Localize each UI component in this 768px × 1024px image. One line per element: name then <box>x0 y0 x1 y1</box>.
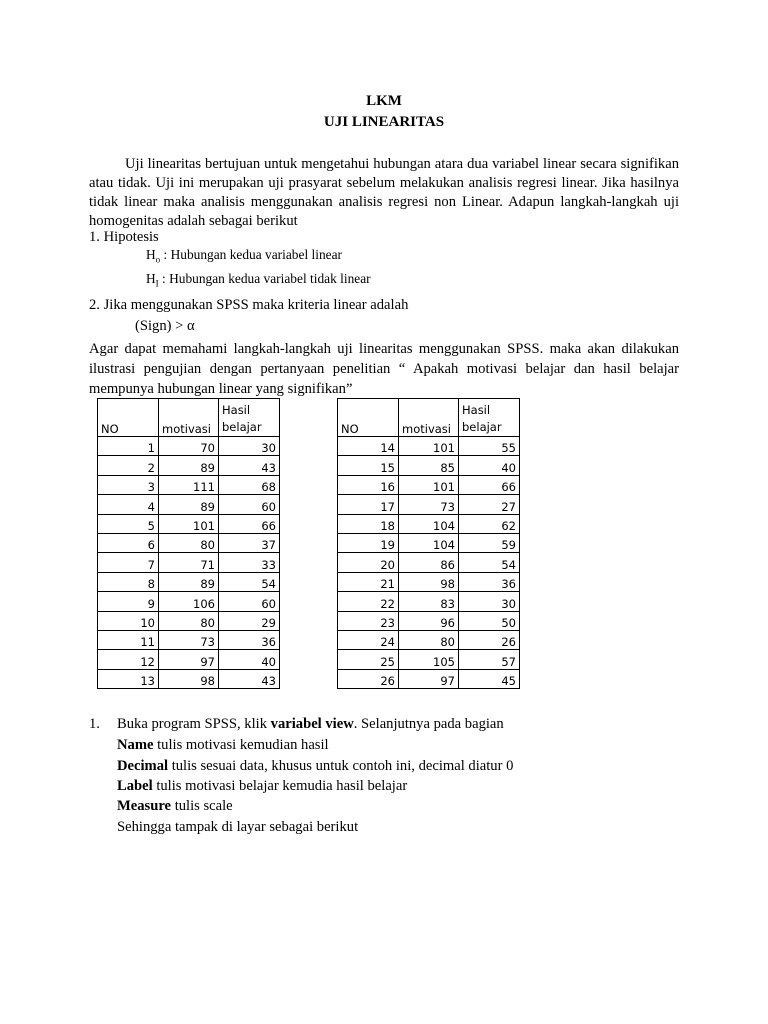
cell-motivasi: 101 <box>159 514 219 533</box>
cell-hasil-belajar: 66 <box>219 514 280 533</box>
cell-hasil-belajar: 60 <box>219 592 280 611</box>
cell-hasil-belajar: 66 <box>459 475 520 494</box>
table-row <box>98 630 280 649</box>
cell-no: 19 <box>338 533 399 552</box>
table-row <box>98 592 280 611</box>
table-row <box>98 553 280 572</box>
cell-motivasi: 80 <box>159 533 219 552</box>
cell-motivasi: 70 <box>159 437 219 456</box>
cell-motivasi: 106 <box>159 592 219 611</box>
cell-no: 14 <box>338 437 399 456</box>
cell-motivasi: 73 <box>159 630 219 649</box>
table-row <box>338 650 520 669</box>
table-row <box>338 611 520 630</box>
table-row <box>338 553 520 572</box>
cell-motivasi: 97 <box>159 650 219 669</box>
cell-motivasi: 98 <box>399 572 459 591</box>
table-row <box>338 572 520 591</box>
data-table-right <box>337 398 520 689</box>
table-row <box>338 533 520 552</box>
table-row <box>338 630 520 649</box>
cell-motivasi: 97 <box>399 669 459 688</box>
h1-text: : Hubungan kedua variabel tidak linear <box>158 271 371 286</box>
cell-hasil-belajar: 45 <box>459 669 520 688</box>
header-hasil-belajar: Hasil belajar <box>459 399 520 437</box>
cell-hasil-belajar: 43 <box>219 456 280 475</box>
table-row <box>338 592 520 611</box>
cell-hasil-belajar: 30 <box>459 592 520 611</box>
cell-hasil-belajar: 54 <box>459 553 520 572</box>
cell-no: 4 <box>98 495 159 514</box>
title-uji-linearitas: UJI LINEARITAS <box>323 114 445 130</box>
cell-motivasi: 73 <box>399 495 459 514</box>
cell-hasil-belajar: 43 <box>219 669 280 688</box>
step-name: Name tulis motivasi kemudian hasil <box>117 737 329 753</box>
cell-no: 17 <box>338 495 399 514</box>
cell-no: 20 <box>338 553 399 572</box>
table-header-row <box>338 399 520 437</box>
cell-motivasi: 101 <box>399 475 459 494</box>
cell-hasil-belajar: 54 <box>219 572 280 591</box>
table-row <box>98 669 280 688</box>
table-row <box>98 533 280 552</box>
cell-motivasi: 71 <box>159 553 219 572</box>
cell-no: 8 <box>98 572 159 591</box>
header-motivasi: motivasi <box>159 399 219 437</box>
cell-no: 12 <box>98 650 159 669</box>
header-motivasi: motivasi <box>399 399 459 437</box>
cell-motivasi: 86 <box>399 553 459 572</box>
cell-no: 22 <box>338 592 399 611</box>
cell-hasil-belajar: 60 <box>219 495 280 514</box>
cell-no: 26 <box>338 669 399 688</box>
criteria-formula: (Sign) > α <box>135 318 195 334</box>
cell-hasil-belajar: 33 <box>219 553 280 572</box>
h1-symbol: H <box>146 271 156 286</box>
table-row <box>98 495 280 514</box>
h1-subscript: I <box>155 278 159 289</box>
cell-hasil-belajar: 50 <box>459 611 520 630</box>
cell-hasil-belajar: 27 <box>459 495 520 514</box>
cell-hasil-belajar: 30 <box>219 437 280 456</box>
cell-hasil-belajar: 37 <box>219 533 280 552</box>
table-row <box>98 437 280 456</box>
cell-motivasi: 101 <box>399 437 459 456</box>
cell-hasil-belajar: 62 <box>459 514 520 533</box>
cell-no: 16 <box>338 475 399 494</box>
table-row <box>338 514 520 533</box>
hipotesis-heading: 1. Hipotesis <box>89 229 159 245</box>
hypothesis-h0 <box>146 247 342 265</box>
cell-no: 21 <box>338 572 399 591</box>
step-line-1: Buka program SPSS, klik variabel view. Selanjutnya pada bagian <box>117 716 504 732</box>
cell-hasil-belajar: 36 <box>219 630 280 649</box>
table-row <box>98 475 280 494</box>
header-hasil-belajar: Hasil belajar <box>219 399 280 437</box>
cell-no: 2 <box>98 456 159 475</box>
cell-hasil-belajar: 26 <box>459 630 520 649</box>
table-row <box>98 514 280 533</box>
table-row <box>98 611 280 630</box>
cell-no: 24 <box>338 630 399 649</box>
intro-paragraph: Uji linearitas bertujuan untuk mengetahui hubungan atara dua variabel linear secara signifikan atau tidak. Uji ini merupakan uji prasyarat sebelum melakukan analisis regresi linear. Jika hasilnya tidak linear maka analisis menggunakan analisis regresi non Linear. Adapun langkah-langkah uji homogenitas adalah sebagai berikut <box>89 156 679 229</box>
cell-motivasi: 98 <box>159 669 219 688</box>
cell-no: 7 <box>98 553 159 572</box>
cell-motivasi: 111 <box>159 475 219 494</box>
cell-motivasi: 80 <box>159 611 219 630</box>
hypothesis-h1 <box>146 271 371 289</box>
cell-hasil-belajar: 68 <box>219 475 280 494</box>
cell-no: 1 <box>98 437 159 456</box>
cell-motivasi: 89 <box>159 456 219 475</box>
cell-hasil-belajar: 40 <box>459 456 520 475</box>
cell-motivasi: 89 <box>159 572 219 591</box>
cell-no: 15 <box>338 456 399 475</box>
cell-no: 25 <box>338 650 399 669</box>
header-no: NO <box>98 399 159 437</box>
cell-no: 9 <box>98 592 159 611</box>
step-label: Label tulis motivasi belajar kemudia hasil belajar <box>117 778 408 794</box>
h0-symbol: H <box>146 247 156 262</box>
cell-hasil-belajar: 59 <box>459 533 520 552</box>
table-row <box>338 456 520 475</box>
cell-hasil-belajar: 40 <box>219 650 280 669</box>
cell-no: 23 <box>338 611 399 630</box>
table-row <box>338 475 520 494</box>
title-lkm: LKM <box>366 93 402 109</box>
cell-motivasi: 89 <box>159 495 219 514</box>
header-no: NO <box>338 399 399 437</box>
table-row <box>338 669 520 688</box>
cell-motivasi: 104 <box>399 514 459 533</box>
cell-no: 10 <box>98 611 159 630</box>
data-table-left <box>97 398 280 689</box>
step-measure: Measure tulis scale <box>117 798 233 814</box>
table-row <box>338 495 520 514</box>
cell-hasil-belajar: 57 <box>459 650 520 669</box>
cell-no: 3 <box>98 475 159 494</box>
cell-motivasi: 83 <box>399 592 459 611</box>
h0-text: : Hubungan kedua variabel linear <box>160 247 342 262</box>
criteria-heading: 2. Jika menggunakan SPSS maka kriteria linear adalah <box>89 297 409 313</box>
table-row <box>338 437 520 456</box>
cell-motivasi: 85 <box>399 456 459 475</box>
cell-no: 6 <box>98 533 159 552</box>
cell-motivasi: 80 <box>399 630 459 649</box>
table-row <box>98 456 280 475</box>
cell-hasil-belajar: 55 <box>459 437 520 456</box>
cell-no: 18 <box>338 514 399 533</box>
cell-motivasi: 104 <box>399 533 459 552</box>
cell-motivasi: 105 <box>399 650 459 669</box>
step-last: Sehingga tampak di layar sebagai berikut <box>117 819 359 835</box>
cell-no: 11 <box>98 630 159 649</box>
table-row <box>98 572 280 591</box>
cell-no: 5 <box>98 514 159 533</box>
table-row <box>98 650 280 669</box>
cell-motivasi: 96 <box>399 611 459 630</box>
cell-hasil-belajar: 29 <box>219 611 280 630</box>
cell-no: 13 <box>98 669 159 688</box>
research-question-paragraph: Agar dapat memahami langkah-langkah uji linearitas menggunakan SPSS. maka akan dilakukan ilustrasi pengujian dengan pertanyaan penelitian “ Apakah motivasi belajar dan hasil belajar mempunya hubungan linear yang signifikan” <box>89 341 679 397</box>
step-number: 1. <box>89 716 100 732</box>
cell-hasil-belajar: 36 <box>459 572 520 591</box>
h0-subscript: o <box>155 254 161 265</box>
step-decimal: Decimal tulis sesuai data, khusus untuk contoh ini, decimal diatur 0 <box>117 758 514 774</box>
table-header-row <box>98 399 280 437</box>
